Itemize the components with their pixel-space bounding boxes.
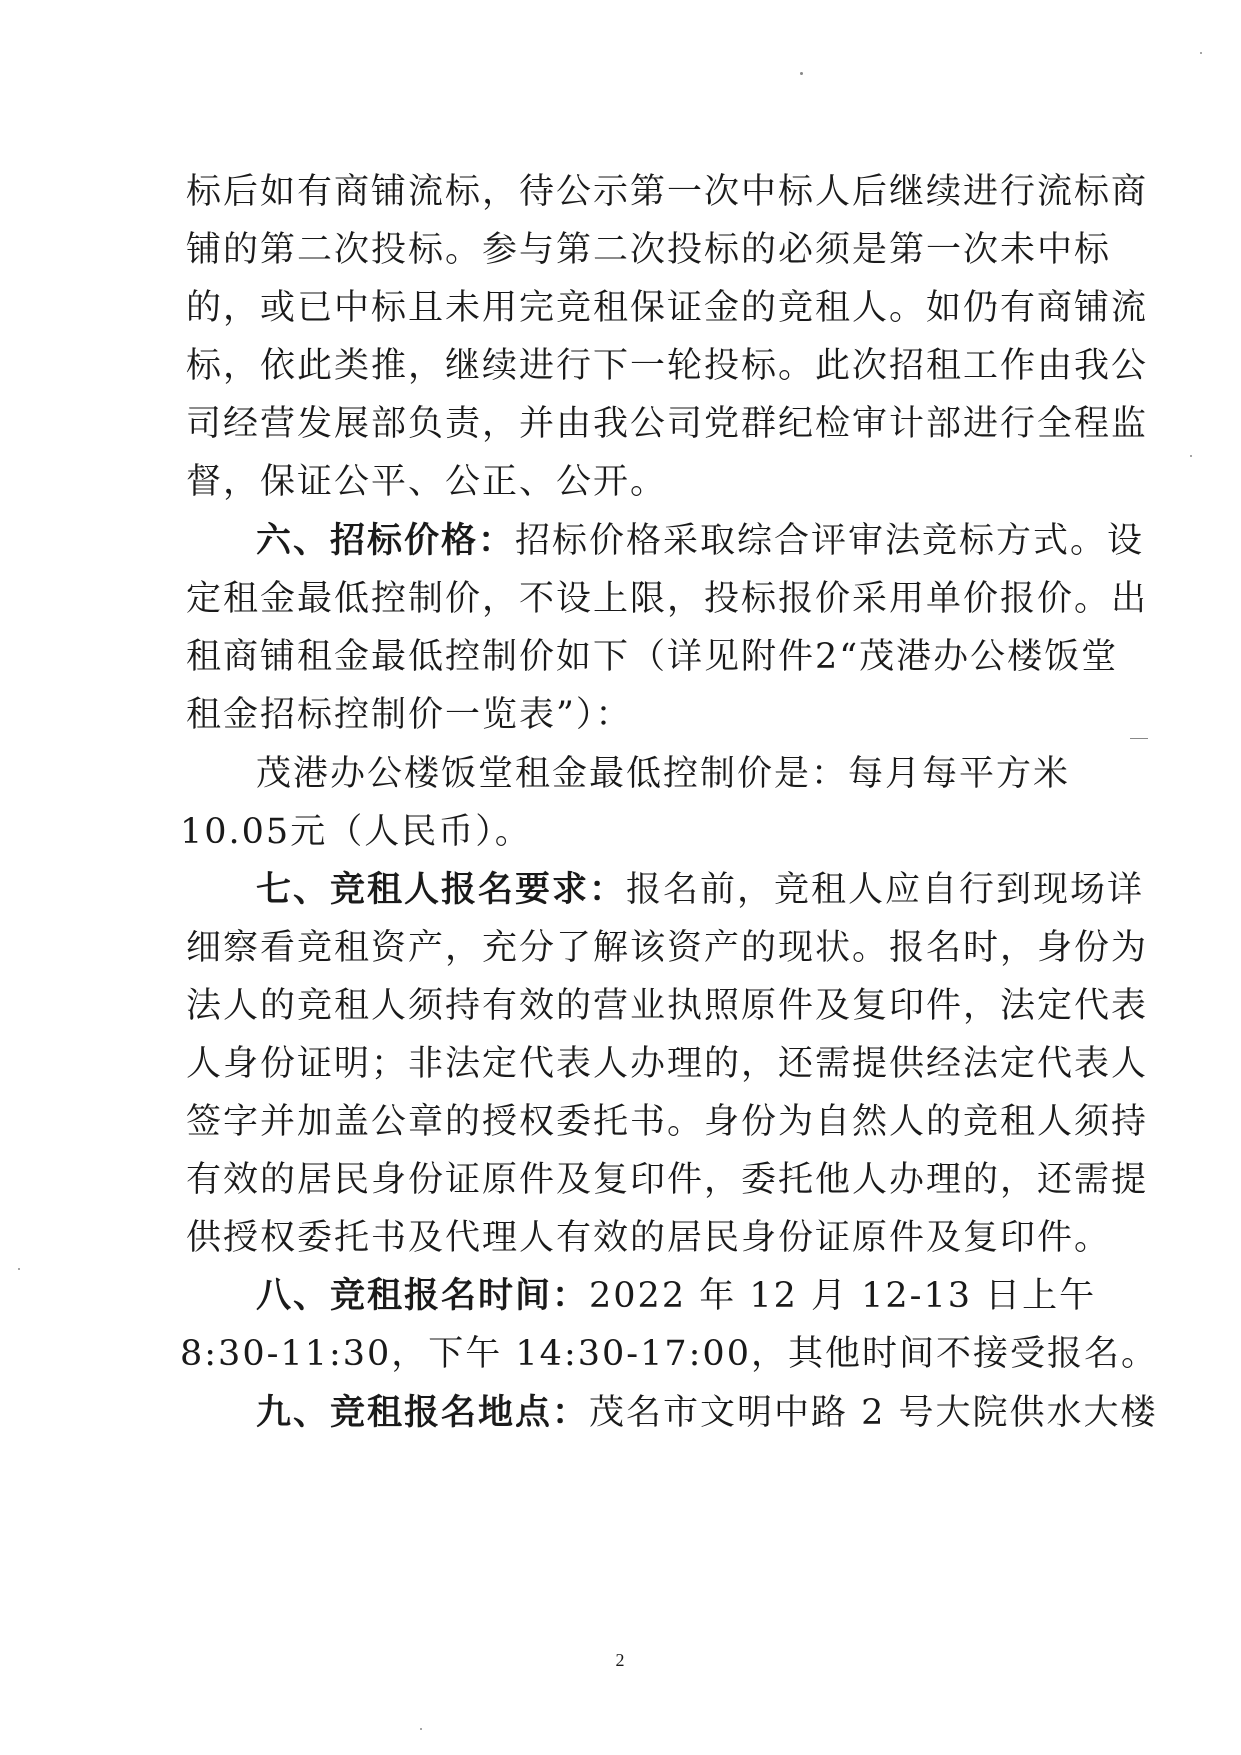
section-8-text: 2022 年 12 月 12-13 日上午	[589, 1276, 1097, 1316]
paragraph-line: 的，或已中标且未用完竞租保证金的竞租人。如仍有商铺流	[186, 288, 1149, 328]
section-6-text: 招标价格采取综合评审法竞标方式。设	[515, 521, 1145, 561]
scan-speck	[1130, 738, 1148, 739]
scan-speck	[420, 1728, 422, 1730]
scan-speck	[1200, 52, 1202, 54]
section-7-first-line	[256, 868, 1145, 912]
paragraph-line: 细察看竞租资产，充分了解该资产的现状。报名时，身份为	[186, 928, 1149, 968]
section-6-first-line	[256, 519, 1145, 563]
section-6-heading: 六、招标价格：	[256, 520, 516, 561]
section-8-heading: 八、竞租报名时间：	[256, 1275, 590, 1316]
section-7-heading: 七、竞租人报名要求：	[256, 869, 627, 910]
paragraph-line: 茂港办公楼饭堂租金最低控制价是：每月每平方米	[256, 754, 1071, 794]
paragraph-line: 司经营发展部负责，并由我公司党群纪检审计部进行全程监	[186, 404, 1149, 444]
scan-speck	[1190, 455, 1192, 457]
paragraph-line: 人身份证明；非法定代表人办理的，还需提供经法定代表人	[186, 1044, 1149, 1084]
page-number: 2	[615, 1650, 625, 1670]
paragraph-line: 租商铺租金最低控制价如下（详见附件2“茂港办公楼饭堂	[186, 637, 1119, 677]
paragraph-line: 标后如有商铺流标，待公示第一次中标人后继续进行流标商	[186, 172, 1149, 212]
paragraph-line: 定租金最低控制价，不设上限，投标报价采用单价报价。出	[186, 579, 1149, 619]
paragraph-line: 有效的居民身份证原件及复印件，委托他人办理的，还需提	[186, 1160, 1149, 1200]
section-9-text: 茂名市文明中路 2 号大院供水大楼	[589, 1393, 1158, 1433]
section-7-text: 报名前，竞租人应自行到现场详	[626, 870, 1145, 910]
paragraph-line: 标，依此类推，继续进行下一轮投标。此次招租工作由我公	[186, 346, 1149, 386]
paragraph-line: 供授权委托书及代理人有效的居民身份证原件及复印件。	[186, 1218, 1112, 1258]
paragraph-line: 督，保证公平、公正、公开。	[186, 462, 668, 502]
scan-speck	[800, 72, 803, 75]
paragraph-line: 铺的第二次投标。参与第二次投标的必须是第一次未中标	[186, 230, 1112, 270]
paragraph-line: 8:30-11:30，下午 14:30-17:00，其他时间不接受报名。	[180, 1334, 1158, 1374]
section-9-first-line	[256, 1391, 1158, 1435]
paragraph-line: 租金招标控制价一览表”）：	[186, 695, 633, 735]
section-8-first-line	[256, 1274, 1097, 1318]
paragraph-line: 10.05元（人民币）。	[180, 812, 532, 852]
paragraph-line: 签字并加盖公章的授权委托书。身份为自然人的竞租人须持	[186, 1102, 1149, 1142]
paragraph-line: 法人的竞租人须持有效的营业执照原件及复印件，法定代表	[186, 986, 1149, 1026]
section-9-heading: 九、竞租报名地点：	[256, 1392, 590, 1433]
scan-speck	[18, 1268, 20, 1270]
